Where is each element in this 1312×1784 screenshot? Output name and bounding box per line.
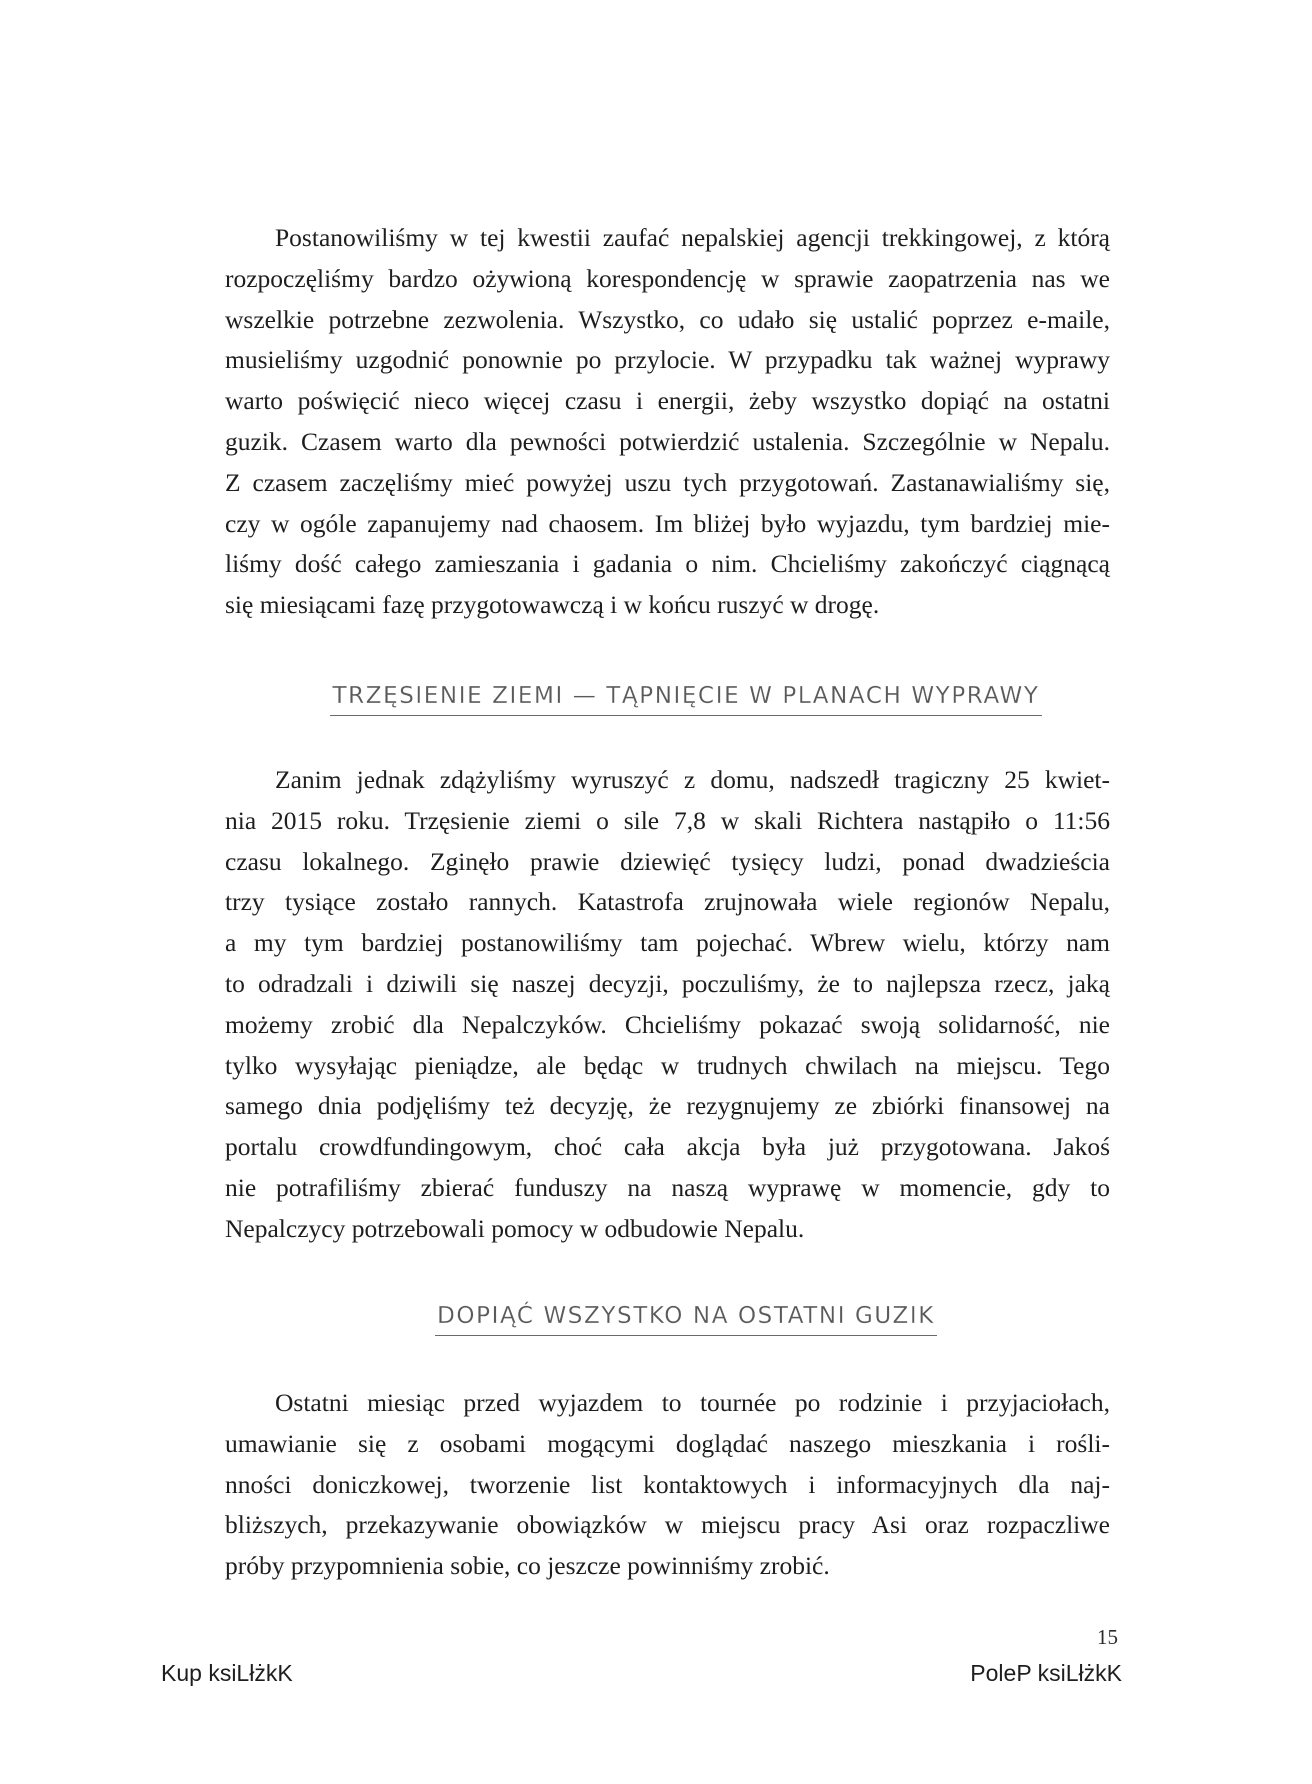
text-line: Zanim jednak zdążyliśmy wyruszyć z domu, nadszedł tragiczny 25 kwiet- — [275, 765, 1110, 794]
text-line: nia 2015 roku. Trzęsienie ziemi o sile 7,8 w skali Richtera nastąpiło o 11:56 — [225, 805, 1110, 835]
text-line: musieliśmy uzgodnić ponownie po przylocie. W przypadku tak ważnej wyprawy — [225, 345, 1110, 375]
text-line: samego dnia podjęliśmy też decyzję, że rezygnujemy ze zbiórki finansowej na — [225, 1091, 1110, 1121]
text-line: tylko wysyłając pieniądze, ale będąc w trudnych chwilach na miejscu. Tego — [225, 1050, 1110, 1080]
footer-recommend-book-link[interactable]: PoleP ksiLłżkK — [970, 1660, 1122, 1686]
section-heading-earthquake — [0, 683, 1312, 716]
text-line: próby przypomnienia sobie, co jeszcze powinniśmy zrobić. — [225, 1551, 830, 1581]
paragraph-text — [225, 1383, 1110, 1587]
text-line: bliższych, przekazywanie obowiązków w miejscu pracy Asi oraz rozpaczliwe — [225, 1510, 1110, 1540]
section-heading-text: DOPIĄĆ WSZYSTKO NA OSTATNI GUZIK — [435, 1303, 937, 1336]
text-line: możemy zrobić dla Nepalczyków. Chcieliśmy pokazać swoją solidarność, nie — [225, 1009, 1110, 1039]
text-line: a my tym bardziej postanowiliśmy tam pojechać. Wbrew wielu, którzy nam — [225, 928, 1110, 958]
text-line: guzik. Czasem warto dla pewności potwierdzić ustalenia. Szczególnie w Nepalu. — [225, 426, 1110, 456]
text-line: nności doniczkowej, tworzenie list kontaktowych i informacyjnych dla naj- — [225, 1469, 1110, 1499]
paragraph-earthquake — [225, 760, 1110, 1250]
page-number: 15 — [1097, 1625, 1118, 1649]
text-line: trzy tysiące zostało rannych. Katastrofa zrujnowała wiele regionów Nepalu, — [225, 887, 1110, 917]
text-line: warto poświęcić nieco więcej czasu i energii, żeby wszystko dopiąć na ostatni — [225, 386, 1110, 416]
section-heading-last-button — [0, 1303, 1312, 1336]
text-line: to odradzali i dziwili się naszej decyzji, poczuliśmy, że to najlepsza rzecz, jaką — [225, 968, 1110, 998]
text-line: Ostatni miesiąc przed wyjazdem to tournée po rodzinie i przyjaciołach, — [275, 1388, 1110, 1417]
text-line: portalu crowdfundingowym, choć cała akcja była już przygotowana. Jakoś — [225, 1132, 1110, 1162]
paragraph-text — [225, 760, 1110, 1250]
paragraph-text — [225, 218, 1110, 626]
text-line: wszelkie potrzebne zezwolenia. Wszystko, co udało się ustalić poprzez e-maile, — [225, 304, 1110, 334]
text-line: się miesiącami fazę przygotowawczą i w końcu ruszyć w drogę. — [225, 590, 880, 620]
text-line: umawianie się z osobami mogącymi doglądać naszego mieszkania i rośli- — [225, 1428, 1110, 1458]
text-line: Nepalczycy potrzebowali pomocy w odbudowie Nepalu. — [225, 1213, 805, 1243]
text-line: rozpoczęliśmy bardzo ożywioną korespondencję w sprawie zaopatrzenia nas we — [225, 263, 1110, 293]
text-line: nie potrafiliśmy zbierać funduszy na naszą wyprawę w momencie, gdy to — [225, 1172, 1110, 1202]
text-line: Z czasem zaczęliśmy mieć powyżej uszu tych przygotowań. Zastanawialiśmy się, — [225, 467, 1110, 497]
footer-buy-book-link[interactable]: Kup ksiLłżkK — [161, 1660, 293, 1686]
paragraph-last-month — [225, 1383, 1110, 1587]
text-line: czasu lokalnego. Zginęło prawie dziewięć tysięcy ludzi, ponad dwadzieścia — [225, 846, 1110, 876]
paragraph-preparations — [225, 218, 1110, 626]
text-line: liśmy dość całego zamieszania i gadania o nim. Chcieliśmy zakończyć ciągnącą — [225, 549, 1110, 579]
section-heading-text: TRZĘSIENIE ZIEMI — TĄPNIĘCIE W PLANACH WYPRAWY — [330, 683, 1041, 716]
text-line: Postanowiliśmy w tej kwestii zaufać nepalskiej agencji trekkingowej, z którą — [275, 223, 1110, 252]
text-line: czy w ogóle zapanujemy nad chaosem. Im bliżej było wyjazdu, tym bardziej mie- — [225, 508, 1110, 538]
